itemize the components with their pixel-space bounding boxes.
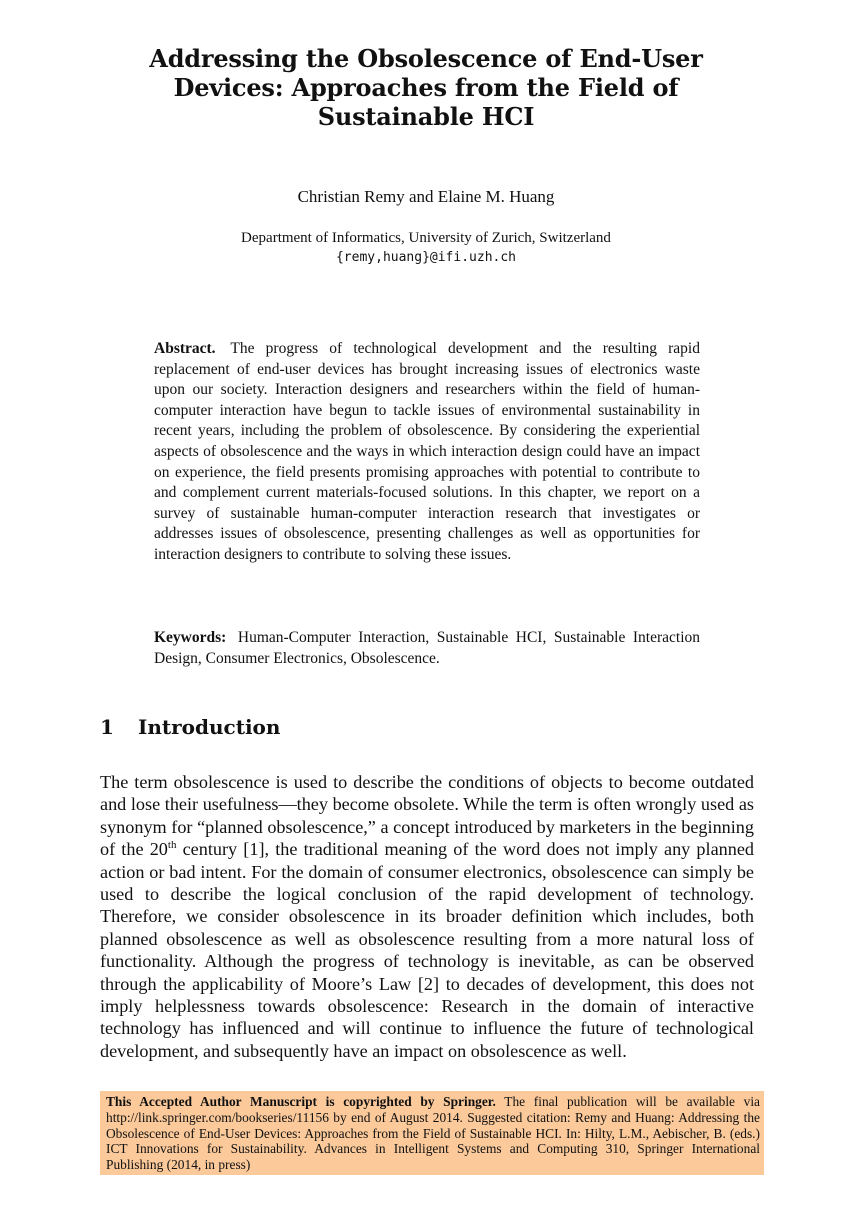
author-email: {remy,huang}@ifi.uzh.ch (335, 250, 516, 265)
affiliation (100, 228, 752, 268)
department-name: Department of Informatics, University of Zurich, Switzerland (241, 230, 611, 246)
keywords-label: Keywords: (154, 629, 227, 646)
body-text-part-1: The term obsolescence is used to describe the conditions of objects to become outdated and lose their usefulness—they become obsolete. While the term is often wrongly used as synonym for “planned obsolescence,” a concept introduced by marketers in the beginning of the 20 (100, 772, 754, 860)
body-text-part-2: century [1], the traditional meaning of the word does not imply any planned action or bad intent. For the domain of consumer electronics, obsolescence can simply be used to describe the logical conclusion of the rapid development of technology. Therefore, we consider obsolescence in its broader definition which includes, both planned obsolescence as well as obsolescence resulting from a more natural loss of functionality. Although the progress of technology is inevitable, as can be observed through the applicability of Moore’s Law [2] to decades of development, this does not imply helplessness towards obsolescence: Research in the domain of interactive technology has influenced and will continue to influence the future of technological development, and subsequently have an impact on obsolescence as well. (100, 839, 755, 1061)
section-number: 1 (100, 715, 114, 739)
abstract-label: Abstract. (154, 340, 216, 357)
introduction-paragraph (100, 771, 754, 1062)
paper-title: Addressing the Obsolescence of End-User Devices: Approaches from the Field of Sustainable HCI (149, 44, 703, 131)
abstract-text: The progress of technological development and the resulting rapid replacement of end-user devices has brought increasing issues of electronics waste upon our society. Interaction designers and researchers within the field of human-computer interaction have begun to tackle issues of environmental sustainability in recent years, including the problem of obsolescence. By considering the experiential aspects of obsolescence and the ways in which interaction design could have an impact on experience, the field presents promising approaches with potential to contribute to and complement current materials-focused solutions. In this chapter, we report on a survey of sustainable human-computer interaction research that investigates or addresses issues of obsolescence, presenting challenges as well as opportunities for interaction designers to contribute to solving these issues. (154, 340, 700, 563)
copyright-notice (100, 1091, 764, 1175)
keywords-text: Human-Computer Interaction, Sustainable HCI, Sustainable Interaction Design, Consumer Electronics, Obsolescence. (154, 629, 700, 667)
ordinal-superscript: th (167, 839, 177, 852)
section-heading (100, 714, 280, 740)
copyright-notice-label: This Accepted Author Manuscript is copyrighted by Springer. (106, 1094, 496, 1109)
copyright-notice-text: The final publication will be available via http://link.springer.com/bookseries/11156 by end of August 2014. Suggested citation: Remy and Huang: Addressing the Obsolescence of End-User Devices: Approaches from the Field of Sustainable HCI. In: Hilty, L.M., Aebischer, B. (eds.) ICT Innovations for Sustainability. Advances in Intelligent Systems and Computing 310, Springer International Publishing (2014, in press) (106, 1094, 761, 1173)
section-title: Introduction (138, 715, 281, 739)
author-list: Christian Remy and Elaine M. Huang (297, 187, 555, 206)
abstract (154, 339, 700, 566)
keywords (154, 628, 700, 669)
